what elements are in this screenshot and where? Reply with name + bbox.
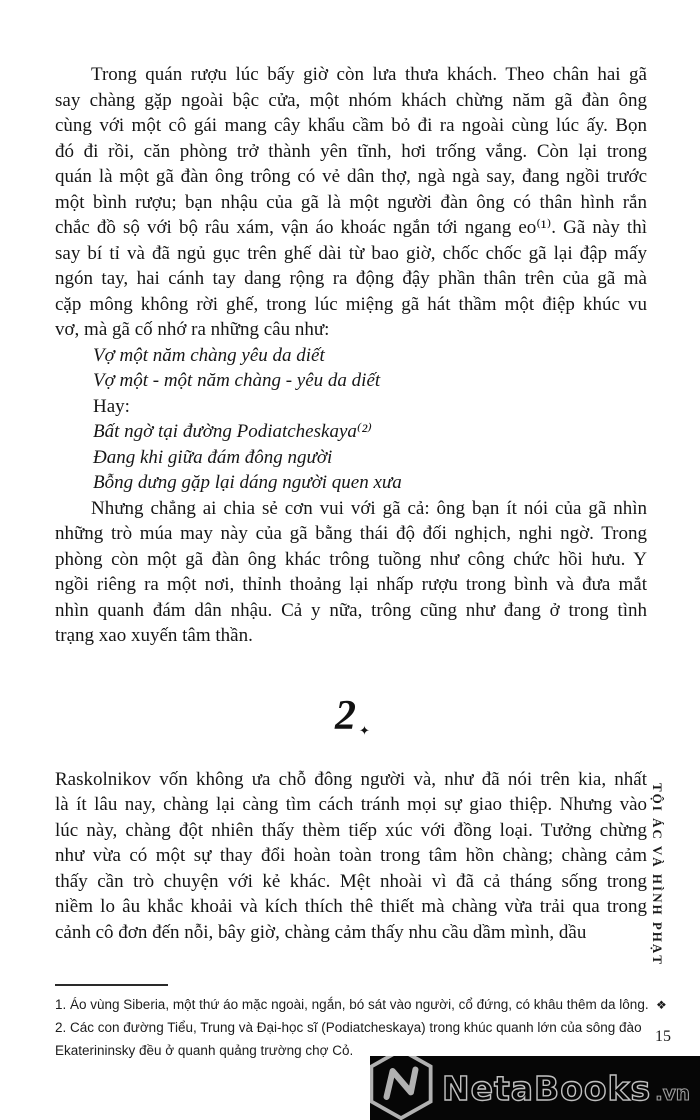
text-line: cảnh cô đơn đến nỗi, bây giờ, chàng cảm thấy nhu cầu dầm mình, dầu bbox=[55, 921, 587, 943]
text-line: say chàng gặp ngoài bậc cửa, một nhóm khách chừng năm gã đàn ông bbox=[55, 89, 647, 111]
footnote-line: 1. Áo vùng Siberia, một thứ áo mặc ngoài, ngắn, bó sát vào người, cổ đứng, có khâu thêm da lông. bbox=[55, 997, 649, 1012]
paragraph bbox=[55, 394, 647, 420]
text-line: Raskolnikov vốn không ưa chỗ đông người và, như đã nói trên kia, nhất bbox=[55, 768, 647, 790]
text-line: nhìn quanh đám dân nhậu. Cả y nữa, trông cũng như đang ở trong tình bbox=[55, 599, 647, 621]
text-line: ngồi riêng ra một nơi, thỉnh thoảng lại nhấp rượu trong bình và đưa mắt bbox=[55, 574, 647, 595]
footnote-item bbox=[55, 993, 649, 1016]
text-line: cùng với một cô gái mang cây khẩu cầm bỏ đi ra ngoài cùng lúc ấy. Bọn bbox=[55, 115, 647, 136]
paragraph bbox=[55, 767, 647, 946]
verse-block bbox=[55, 343, 647, 394]
text-line: quán là một gã đàn ông trông có vẻ dân thợ, ngà ngà say, đang ngồi trước bbox=[55, 166, 647, 187]
watermark-tld: .vn bbox=[655, 1081, 691, 1105]
footnote-list bbox=[55, 993, 649, 1062]
section-number: 2 bbox=[335, 692, 357, 739]
text-line: vơ, mà gã cố nhớ ra những câu như: bbox=[55, 319, 330, 340]
footnote-line: 2. Các con đường Tiểu, Trung và Đại-học sĩ (Podiatcheskaya) trong khúc quanh lớn của sông đào bbox=[55, 1020, 642, 1035]
text-line: phòng còn một gã đàn ông khác trông tuồng như công chức hồi hưu. Y bbox=[55, 548, 647, 570]
text-line: những trò múa may này của gã bằng thái độ đối nghịch, nghi ngờ. Trong bbox=[55, 523, 647, 544]
text-line: Bỗng dưng gặp lại dáng người quen xưa bbox=[93, 472, 402, 493]
text-line: ngón tay, hai cánh tay dang rộng ra động đậy phần thân trên của gã mà bbox=[55, 268, 647, 289]
text-line: một bình rượu; bạn nhậu của gã là một người đàn ông có thân hình rắn bbox=[55, 191, 647, 213]
sidebar-title: TỘI ÁC VÀ HÌNH PHẠT bbox=[650, 783, 665, 966]
text-line: thấy cần trò chuyện với kẻ khác. Mệt nhoài vì đã cả tháng sống trong bbox=[55, 870, 647, 892]
watermark-brand: NetaBooks bbox=[442, 1068, 652, 1108]
hexagon-n-icon bbox=[370, 1056, 440, 1120]
footnote-rule bbox=[55, 984, 168, 986]
verse-block bbox=[55, 419, 647, 496]
footnote-line: Ekaterininsky đều ở quanh quảng trường chợ Cỏ. bbox=[55, 1043, 354, 1058]
text-line: Vợ một - một năm chàng - yêu da diết bbox=[93, 370, 381, 391]
text-line: là ít lâu nay, chàng lại càng tìm cách tránh mọi sự giao thiệp. Nhưng vào bbox=[55, 794, 647, 815]
text-line: trạng xao xuyến tâm thần. bbox=[55, 625, 253, 646]
diamond-ornament-icon: ❖ bbox=[656, 998, 667, 1012]
text-line: Hay: bbox=[93, 395, 130, 417]
text-line: say bí tỉ và đã ngủ gục trên ghế dài từ bao giờ, chốc chốc gã lại đập mấy bbox=[55, 242, 647, 264]
text-line: cặp mông không rời ghế, trong lúc miệng gã hát thầm một điệp khúc vu bbox=[55, 293, 647, 315]
paragraph bbox=[55, 496, 647, 649]
text-line: Nhưng chẳng ai chia sẻ cơn vui với gã cả: ông bạn ít nói của gã nhìn bbox=[91, 497, 647, 519]
footnotes bbox=[55, 984, 649, 1062]
text-line: lúc này, chàng đột nhiên thấy thèm tiếp xúc với đồng loại. Tưởng chừng bbox=[55, 819, 647, 841]
text-line: như vừa có một sự thay đổi hoàn toàn trong tâm hồn chàng; chàng cảm bbox=[55, 845, 647, 866]
text-line: Bất ngờ tại đường Podiatcheskaya⁽²⁾ bbox=[93, 421, 372, 442]
watermark bbox=[370, 1056, 700, 1120]
star-ornament-icon: ✦ bbox=[359, 722, 370, 738]
paragraph bbox=[55, 62, 647, 343]
text-line: Đang khi giữa đám đông người bbox=[93, 446, 333, 468]
text-line: Vợ một năm chàng yêu da diết bbox=[93, 344, 325, 366]
body-text bbox=[55, 62, 647, 945]
section-heading bbox=[55, 691, 647, 741]
page-number: 15 bbox=[655, 1028, 671, 1045]
text-line: niềm lo âu khắc khoải và kích thích thê thiết mà chàng vừa trải qua trong bbox=[55, 896, 647, 917]
text-line: Trong quán rượu lúc bấy giờ còn lưa thưa khách. Theo chân hai gã bbox=[91, 64, 647, 85]
text-line: chắc đồ sộ với bộ râu xám, vận áo khoác ngắn tới ngang eo⁽¹⁾. Gã này thì bbox=[55, 217, 647, 238]
text-line: đó đi rồi, căn phòng trở thành yên tĩnh, hơi trống vắng. Còn lại trong bbox=[55, 140, 647, 162]
